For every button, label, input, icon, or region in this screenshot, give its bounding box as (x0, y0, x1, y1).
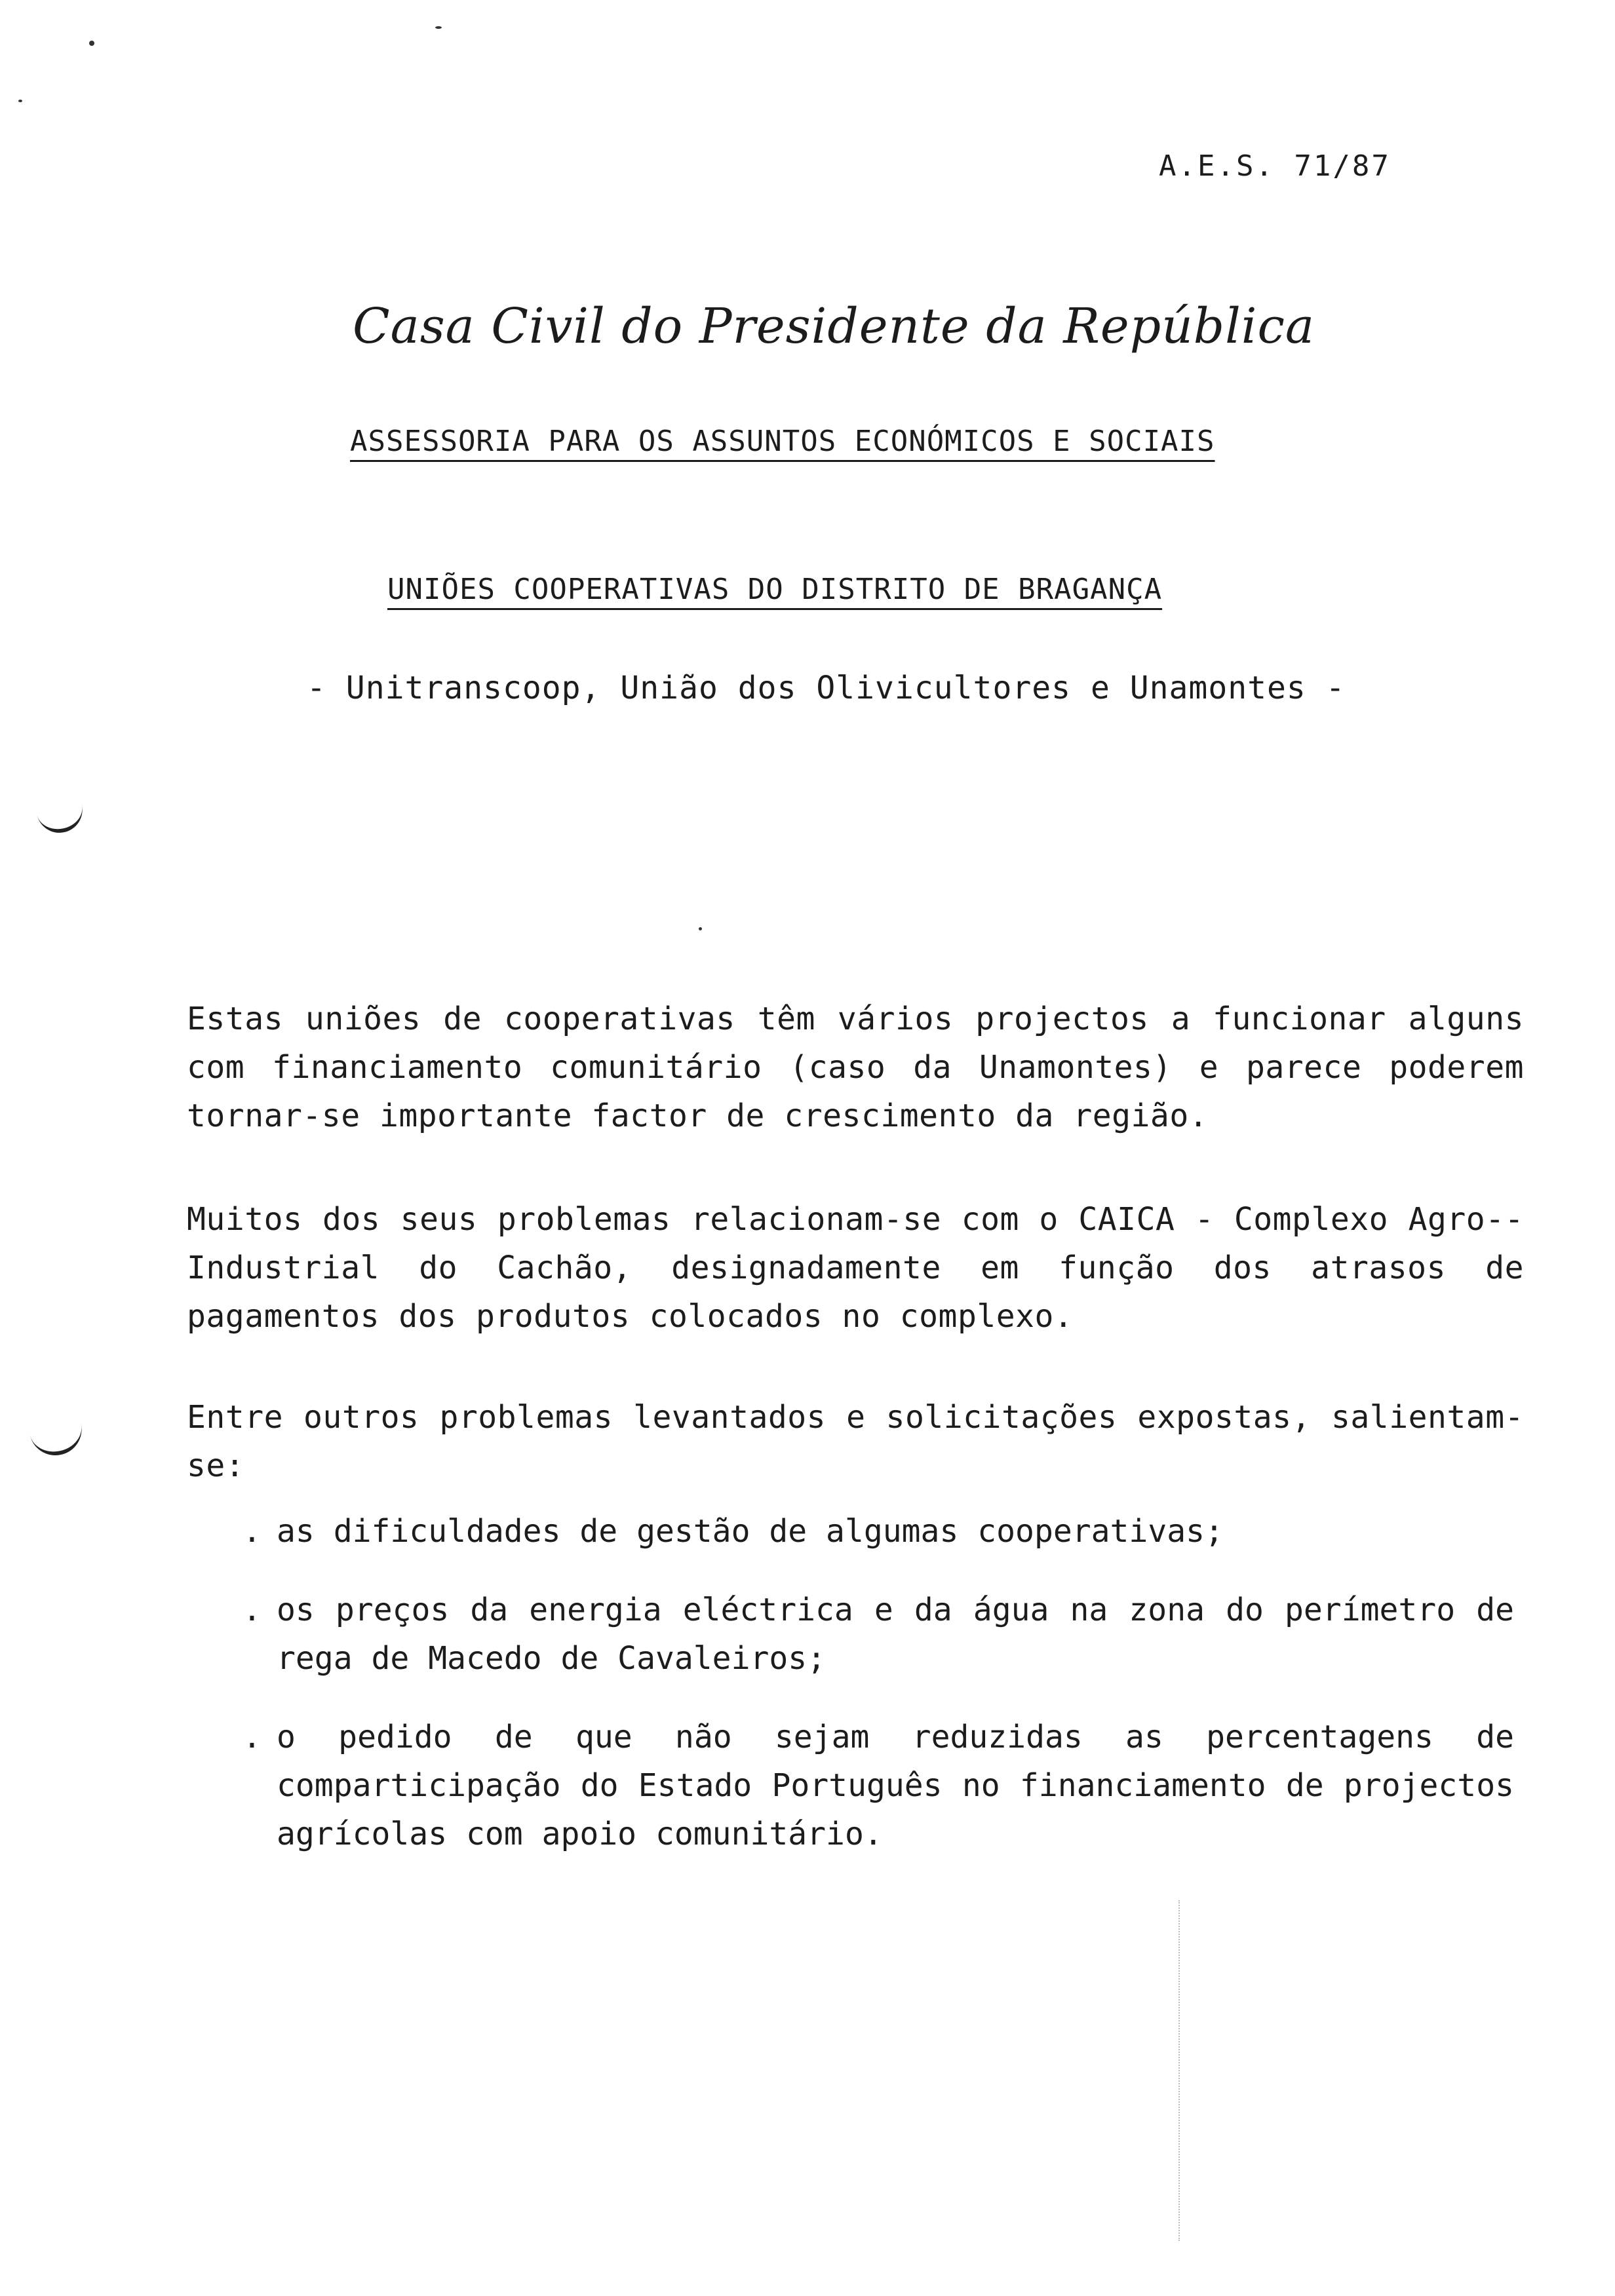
issues-list (243, 1507, 1514, 1888)
document-reference: A.E.S. 71/87 (1159, 149, 1391, 183)
list-item-text: os preços da energia eléctrica e da água na zona do perímetro de rega de Macedo de Cavaleiros; (277, 1592, 1514, 1677)
bullet-dot: . (243, 1719, 262, 1755)
list-item (243, 1507, 1514, 1556)
document-subtitle: - Unitranscoop, União dos Olivicultores e Unamontes - (307, 670, 1346, 706)
scan-speck (435, 26, 442, 29)
scan-artifact-line (1178, 1900, 1180, 2241)
punch-hole-mark (25, 1401, 87, 1461)
scan-speck (18, 100, 22, 102)
letterhead: Casa Civil do Presidente da República (352, 298, 1315, 354)
document-title: UNIÕES COOPERATIVAS DO DISTRITO DE BRAGANÇA (387, 573, 1163, 606)
bullet-dot: . (243, 1513, 262, 1550)
paragraph-2: Muitos dos seus problemas relacionam-se com o CAICA - Complexo Agro--Industrial do Cachão, designadamente em função dos atrasos de pagamentos dos produtos colocados no complexo. (187, 1201, 1524, 1335)
list-item-text: as dificuldades de gestão de algumas cooperativas; (277, 1513, 1224, 1550)
list-item-text: o pedido de que não sejam reduzidas as percentagens de comparticipação do Estado Português no financiamento de projectos agrícolas com apoio comunitário. (277, 1719, 1514, 1852)
paragraph-3: Entre outros problemas levantados e solicitações expostas, salientam-se: (187, 1399, 1524, 1484)
paragraph-1: Estas uniões de cooperativas têm vários projectos a funcionar alguns com financiamento comunitário (caso da Unamontes) e parece poderem tornar-se importante factor de crescimento da região. (187, 1001, 1524, 1134)
scan-speck (699, 927, 702, 930)
scan-speck (89, 41, 94, 46)
bullet-dot: . (243, 1592, 262, 1628)
list-item (243, 1713, 1514, 1858)
punch-hole-mark (31, 779, 87, 837)
list-item (243, 1586, 1514, 1683)
department-heading: ASSESSORIA PARA OS ASSUNTOS ECONÓMICOS E SOCIAIS (350, 425, 1215, 458)
